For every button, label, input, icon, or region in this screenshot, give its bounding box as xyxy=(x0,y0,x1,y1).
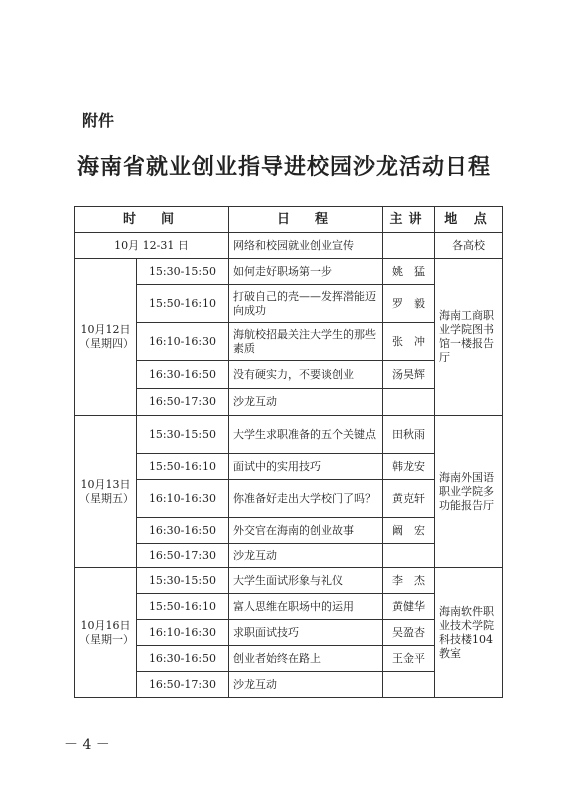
topic-cell: 大学生面试形象与礼仪 xyxy=(229,568,383,594)
date-text: 10月13日 xyxy=(80,477,131,491)
speaker-cell: 张 冲 xyxy=(383,323,435,361)
time-cell: 15:50-16:10 xyxy=(137,594,229,620)
header-schedule: 日 程 xyxy=(229,207,383,233)
venue-cell: 海南工商职业学院图书馆一楼报告厅 xyxy=(435,259,503,416)
speaker-cell: 黄克轩 xyxy=(383,480,435,518)
speaker-cell: 汤昊辉 xyxy=(383,361,435,389)
header-row xyxy=(75,207,503,233)
speaker-cell: 田秋雨 xyxy=(383,416,435,454)
time-cell: 16:30-16:50 xyxy=(137,518,229,544)
weekday-text: （星期五） xyxy=(79,491,134,505)
time-cell: 15:30-15:50 xyxy=(137,259,229,285)
time-cell: 15:30-15:50 xyxy=(137,568,229,594)
time-cell: 15:30-15:50 xyxy=(137,416,229,454)
time-cell: 16:30-16:50 xyxy=(137,361,229,389)
time-cell: 16:50-17:30 xyxy=(137,544,229,568)
time-cell: 16:10-16:30 xyxy=(137,323,229,361)
speaker-cell: 韩龙安 xyxy=(383,454,435,480)
topic-cell: 沙龙互动 xyxy=(229,544,383,568)
speaker-cell: 姚 猛 xyxy=(383,259,435,285)
topic-cell: 海航校招最关注大学生的那些素质 xyxy=(229,323,383,361)
date-cell xyxy=(75,568,137,698)
speaker-cell: 李 杰 xyxy=(383,568,435,594)
date-cell xyxy=(75,259,137,416)
speaker-cell: 吴盈杏 xyxy=(383,620,435,646)
speaker-cell xyxy=(383,672,435,698)
venue-cell: 各高校 xyxy=(435,233,503,259)
weekday-text: （星期四） xyxy=(79,337,134,350)
topic-cell: 沙龙互动 xyxy=(229,672,383,698)
page-title: 海南省就业创业指导进校园沙龙活动日程 xyxy=(76,154,491,180)
header-venue: 地 点 xyxy=(435,207,503,233)
venue-cell: 海南外国语职业学院多功能报告厅 xyxy=(435,416,503,568)
table-row xyxy=(75,568,503,594)
topic-cell: 你准备好走出大学校门了吗？ xyxy=(229,480,383,518)
table-row xyxy=(75,233,503,259)
date-text: 10月12日 xyxy=(80,323,131,336)
page-number: － 4 － xyxy=(64,737,110,753)
venue-cell: 海南软件职业技术学院科技楼104教室 xyxy=(435,568,503,698)
topic-cell: 外交官在海南的创业故事 xyxy=(229,518,383,544)
time-cell: 15:50-16:10 xyxy=(137,285,229,323)
topic-cell: 网络和校园就业创业宣传 xyxy=(229,233,383,259)
weekday-text: （星期一） xyxy=(79,632,134,646)
header-speaker: 主讲 xyxy=(383,207,435,233)
time-cell: 16:50-17:30 xyxy=(137,389,229,416)
schedule-table xyxy=(74,206,503,698)
time-cell: 16:10-16:30 xyxy=(137,620,229,646)
table-row xyxy=(75,259,503,285)
topic-cell: 面试中的实用技巧 xyxy=(229,454,383,480)
attachment-label: 附件 xyxy=(82,111,115,130)
speaker-cell xyxy=(383,233,435,259)
speaker-cell xyxy=(383,389,435,416)
speaker-cell: 黄健华 xyxy=(383,594,435,620)
speaker-cell xyxy=(383,544,435,568)
header-time: 时 间 xyxy=(75,207,229,233)
topic-cell: 没有硬实力，不要谈创业 xyxy=(229,361,383,389)
time-cell: 15:50-16:10 xyxy=(137,454,229,480)
time-cell: 16:50-17:30 xyxy=(137,672,229,698)
date-cell xyxy=(75,416,137,568)
topic-cell: 大学生求职准备的五个关键点 xyxy=(229,416,383,454)
date-text: 10月16日 xyxy=(80,618,131,632)
time-cell: 16:30-16:50 xyxy=(137,646,229,672)
topic-cell: 如何走好职场第一步 xyxy=(229,259,383,285)
speaker-cell: 罗 毅 xyxy=(383,285,435,323)
period-cell: 10月 12-31 日 xyxy=(75,233,229,259)
speaker-cell: 王金平 xyxy=(383,646,435,672)
table-row xyxy=(75,416,503,454)
speaker-cell: 阚 宏 xyxy=(383,518,435,544)
topic-cell: 富人思维在职场中的运用 xyxy=(229,594,383,620)
topic-cell: 打破自己的壳——发挥潜能迈向成功 xyxy=(229,285,383,323)
topic-cell: 创业者始终在路上 xyxy=(229,646,383,672)
time-cell: 16:10-16:30 xyxy=(137,480,229,518)
topic-cell: 沙龙互动 xyxy=(229,389,383,416)
topic-cell: 求职面试技巧 xyxy=(229,620,383,646)
